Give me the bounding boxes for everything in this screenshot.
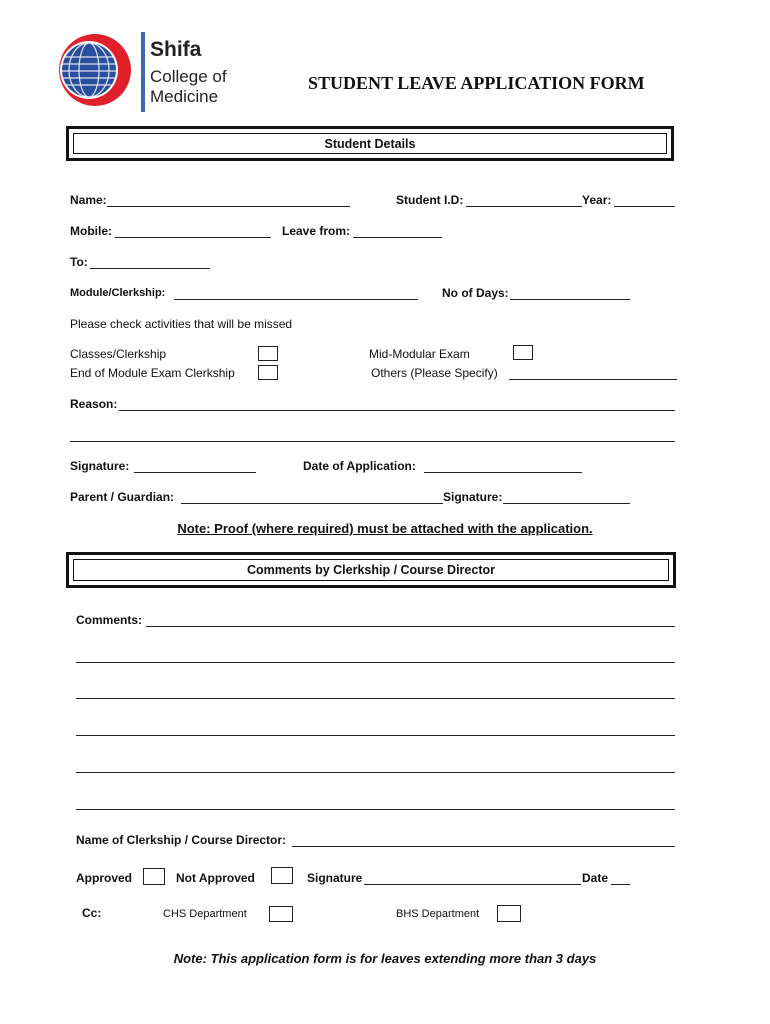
activity-mid-exam-label: Mid-Modular Exam — [369, 347, 470, 361]
mobile-label: Mobile: — [70, 224, 112, 238]
comments-field-line2[interactable] — [76, 662, 675, 663]
bhs-department-checkbox[interactable] — [497, 905, 521, 922]
logo-subtitle-line2: Medicine — [150, 87, 219, 106]
director-date-label: Date — [582, 871, 609, 885]
chs-department-checkbox[interactable] — [269, 906, 293, 922]
student-signature-label: Signature: — [70, 459, 130, 473]
comments-field-line6[interactable] — [76, 809, 675, 810]
bhs-department-label: BHS Department — [396, 908, 480, 920]
check-activities-prompt: Please check activities that will be missed — [70, 317, 293, 331]
director-signature-label: Signature — [307, 871, 363, 885]
student-id-label: Student I.D: — [396, 193, 464, 207]
cc-label: Cc: — [82, 906, 102, 920]
form-title: STUDENT LEAVE APPLICATION FORM — [308, 73, 645, 93]
year-field[interactable] — [614, 206, 675, 207]
student-id-field[interactable] — [466, 206, 582, 207]
name-field[interactable] — [107, 206, 350, 207]
no-of-days-label: No of Days: — [442, 286, 509, 300]
leave-from-label: Leave from: — [282, 224, 351, 238]
activity-classes-checkbox[interactable] — [258, 346, 278, 361]
director-date-field[interactable] — [611, 884, 630, 885]
date-of-application-label: Date of Application: — [303, 459, 416, 473]
year-label: Year: — [582, 193, 612, 207]
date-of-application-field[interactable] — [424, 472, 582, 473]
parent-guardian-field[interactable] — [181, 503, 443, 504]
student-details-heading: Student Details — [73, 133, 667, 154]
leave-from-field[interactable] — [353, 237, 442, 238]
parent-signature-label: Signature: — [443, 490, 503, 504]
to-field[interactable] — [90, 268, 210, 269]
reason-label: Reason: — [70, 397, 118, 411]
student-signature-field[interactable] — [134, 472, 256, 473]
mobile-field[interactable] — [115, 237, 271, 238]
logo-subtitle-line1: College of — [150, 67, 227, 86]
activity-mid-exam-checkbox[interactable] — [513, 345, 533, 360]
approved-label: Approved — [76, 871, 133, 885]
activity-end-exam-label: End of Module Exam Clerkship — [70, 366, 235, 380]
footer-note: Note: This application form is for leaves extending more than 3 days — [173, 951, 597, 966]
logo-divider — [141, 32, 145, 112]
reason-field-line1[interactable] — [119, 410, 675, 411]
comments-field-line4[interactable] — [76, 735, 675, 736]
logo-name: Shifa — [150, 38, 202, 61]
student-details-heading-box — [66, 126, 674, 161]
parent-guardian-label: Parent / Guardian: — [70, 490, 175, 504]
module-clerkship-label: Module/Clerkship: — [70, 287, 166, 299]
reason-field-line2[interactable] — [70, 441, 675, 442]
comments-field-line5[interactable] — [76, 772, 675, 773]
director-name-label: Name of Clerkship / Course Director: — [76, 833, 287, 847]
chs-department-label: CHS Department — [163, 908, 247, 920]
activity-classes-label: Classes/Clerkship — [70, 347, 167, 361]
college-logo-emblem — [58, 33, 132, 107]
activity-end-exam-checkbox[interactable] — [258, 365, 278, 380]
comments-field-line1[interactable] — [146, 626, 675, 627]
proof-note: Note: Proof (where required) must be attached with the application. — [177, 521, 593, 536]
approved-checkbox[interactable] — [143, 868, 165, 885]
comments-label: Comments: — [76, 613, 143, 627]
activity-others-label: Others (Please Specify) — [371, 366, 498, 380]
not-approved-checkbox[interactable] — [271, 867, 293, 884]
no-of-days-field[interactable] — [510, 299, 630, 300]
director-signature-field[interactable] — [364, 884, 581, 885]
activity-others-field[interactable] — [509, 379, 677, 380]
to-label: To: — [70, 255, 88, 269]
director-comments-heading: Comments by Clerkship / Course Director — [73, 559, 669, 581]
director-name-field[interactable] — [292, 846, 675, 847]
director-comments-heading-box — [66, 552, 676, 588]
module-clerkship-field[interactable] — [174, 299, 418, 300]
name-label: Name: — [70, 193, 107, 207]
not-approved-label: Not Approved — [176, 871, 255, 885]
comments-field-line3[interactable] — [76, 698, 675, 699]
parent-signature-field[interactable] — [503, 503, 630, 504]
